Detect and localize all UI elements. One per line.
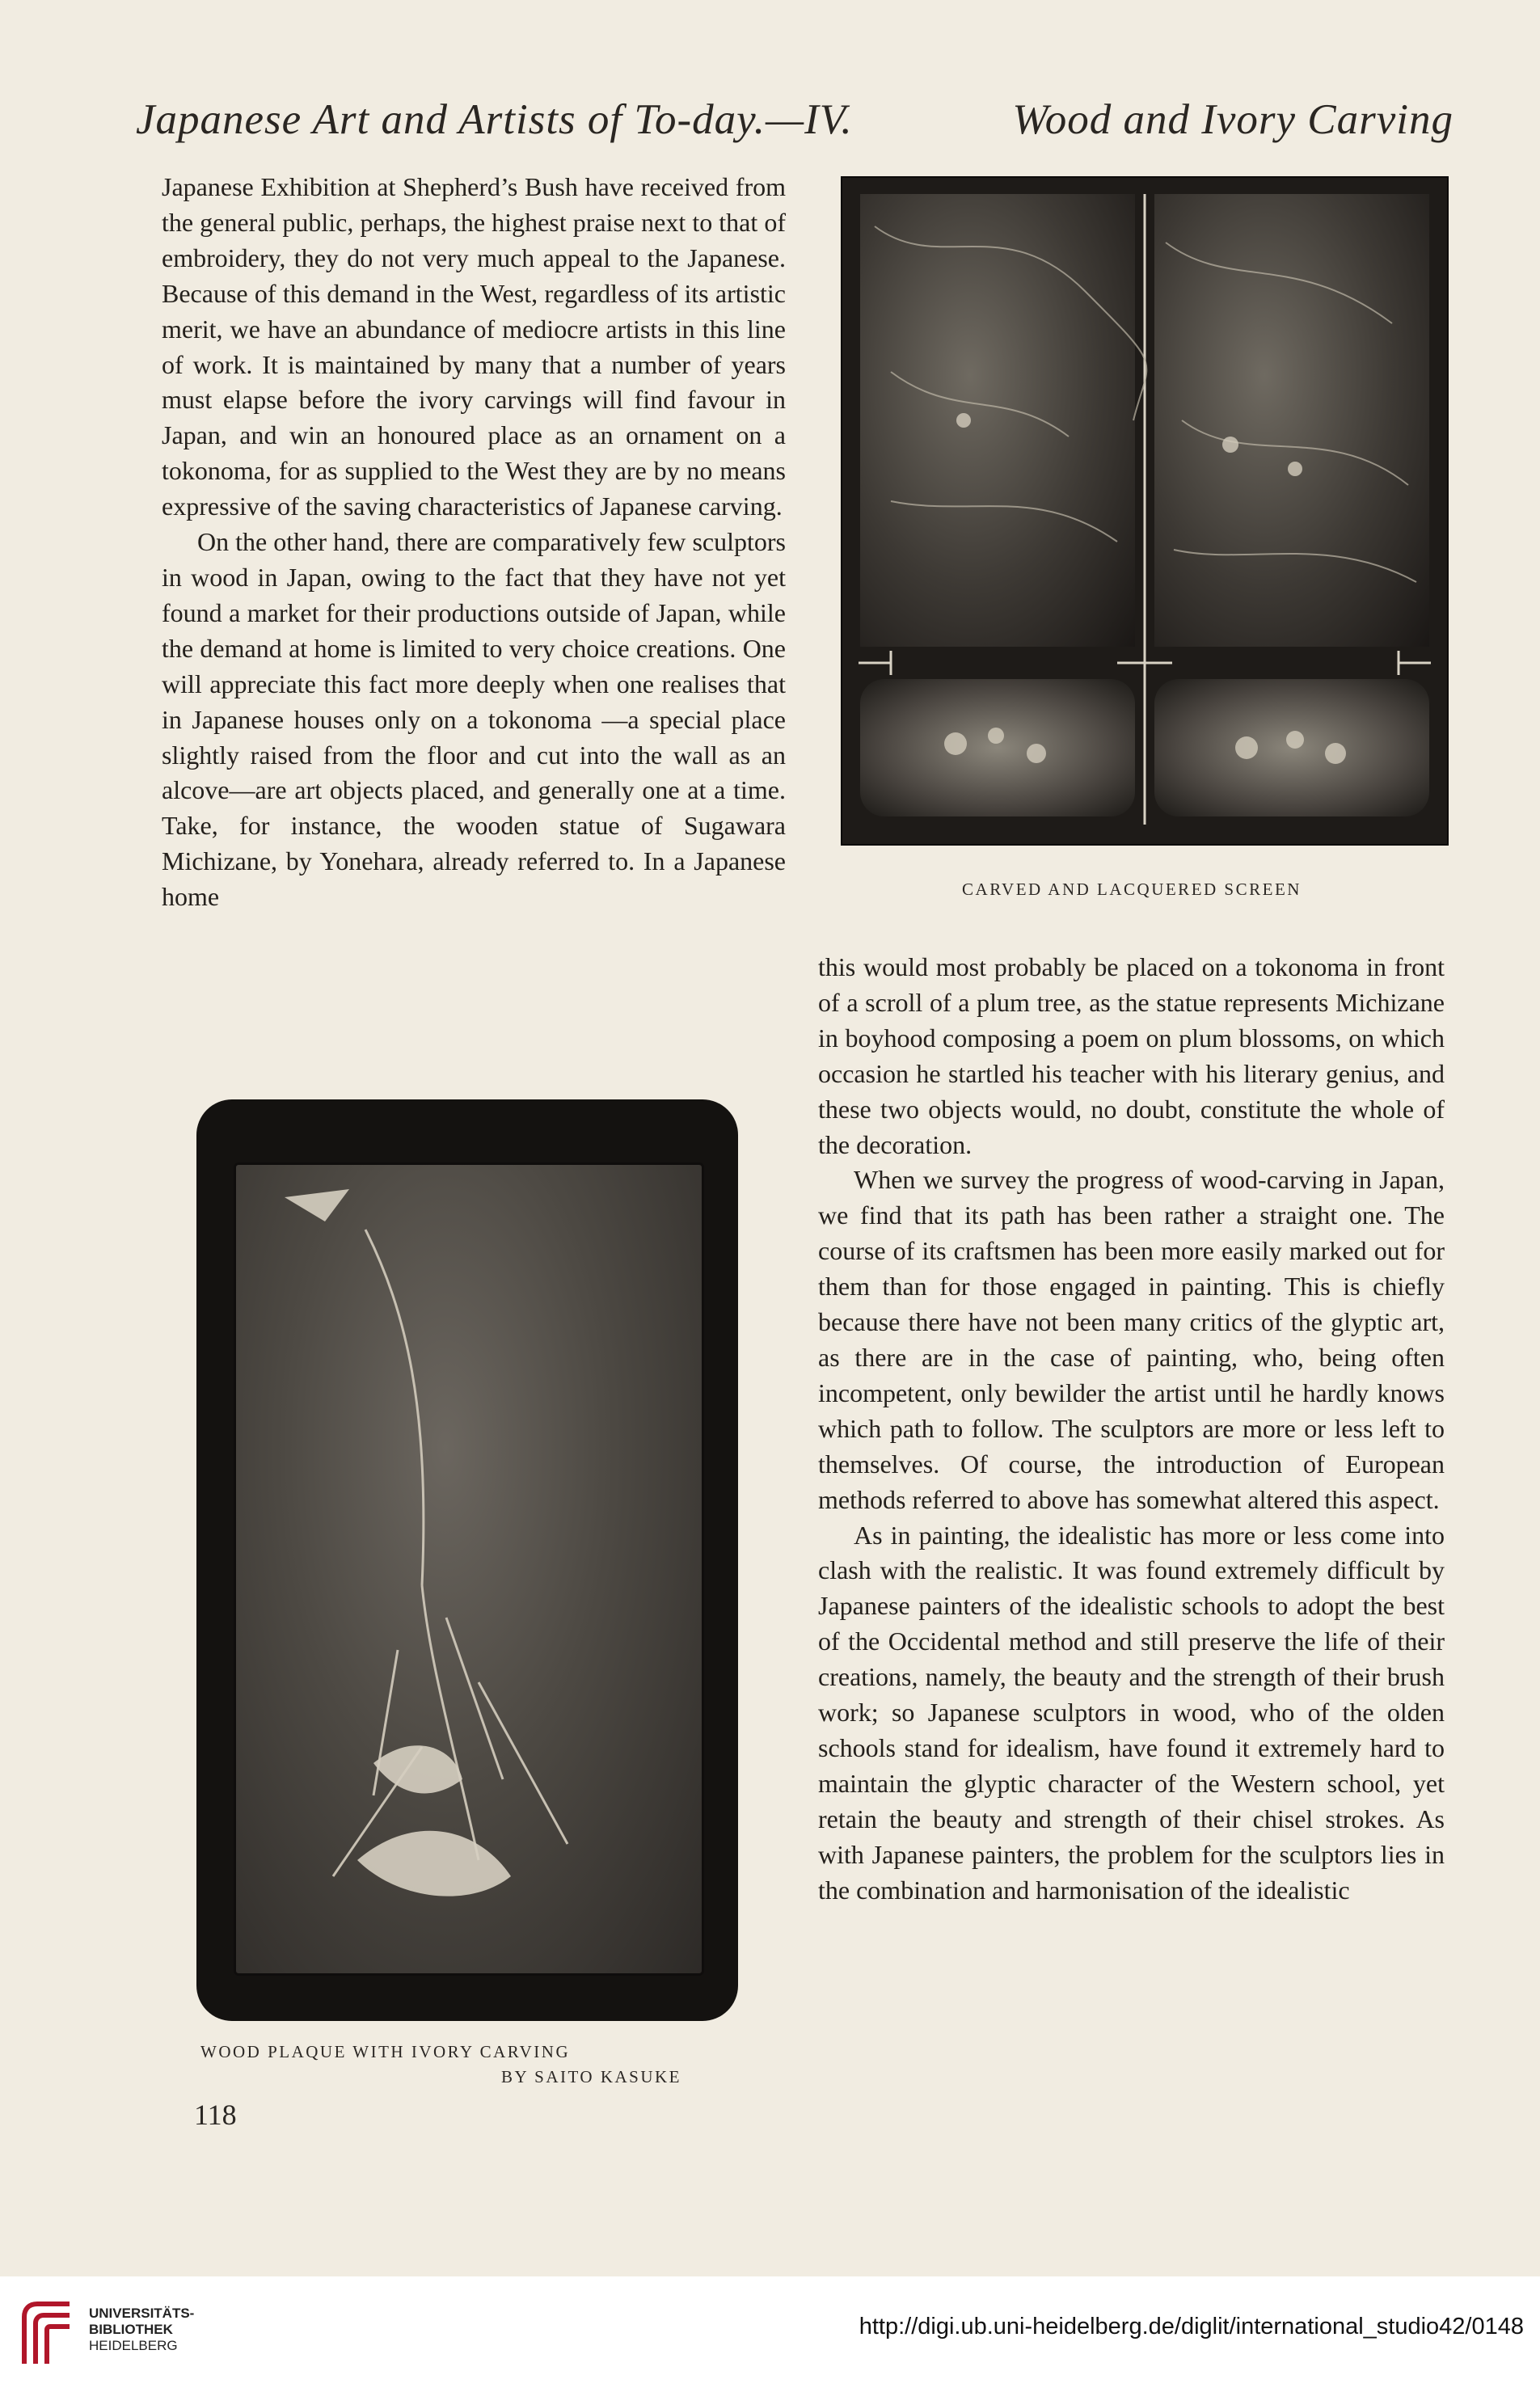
screen-ornament (842, 178, 1447, 844)
carved-lacquered-screen-image (841, 176, 1449, 846)
wood-plaque-image (196, 1099, 738, 2021)
plaque-carving (236, 1165, 702, 1973)
library-name-line1: UNIVERSITÄTS- (89, 2306, 195, 2321)
running-header-left: Japanese Art and Artists of To-day.—IV. (136, 96, 853, 143)
right-paragraph-2: When we survey the progress of wood-carving in Japan, we find that its path has been rather a straight one. The course of its craftsmen has been more easily marked out for them than for those engaged in painting. This is chiefly because there have not been many critics of the glyptic art, as there are in the case of painting, who, being often incompetent, only bewilder the artist until he hardly knows which path to follow. The sculptors are more or less left to themselves. Of course, the introduction of European methods referred to above has somewhat altered this aspect. (818, 1165, 1445, 1514)
screen-caption: CARVED AND LACQUERED SCREEN (962, 880, 1302, 899)
running-header (136, 95, 1454, 155)
footer-bar (0, 2276, 1540, 2388)
running-header-right: Wood and Ivory Carving (1012, 96, 1454, 143)
right-column (818, 950, 1445, 1908)
page-number: 118 (194, 2099, 237, 2131)
left-paragraph-2: On the other hand, there are comparatively few sculptors in wood in Japan, owing to the fact that they have not yet found a market for their productions outside of Japan, while the demand at home is limited to very choice creations. One will appreciate this fact more deeply when one realises that in Japanese houses only on a tokonoma —a special place slightly raised from the floor and cut into the wall as an alcove—are art objects placed, and generally one at a time. Take, for instance, the wooden statue of Sugawara Michizane, by Yonehara, already referred to. In a Japanese home (162, 527, 786, 912)
source-url-link[interactable]: http://digi.ub.uni-heidelberg.de/diglit/international_studio42/0148 (859, 2314, 1524, 2339)
library-name-line2: BIBLIOTHEK (89, 2322, 173, 2337)
left-column (162, 170, 786, 915)
plaque-caption-line1: WOOD PLAQUE WITH IVORY CARVING (200, 2042, 571, 2061)
library-logo-icon (18, 2299, 76, 2369)
library-name (89, 2306, 194, 2354)
library-name-line3: HEIDELBERG (89, 2338, 178, 2353)
plaque-panel (234, 1162, 704, 1976)
left-paragraph-1: Japanese Exhibition at Shepherd’s Bush have received from the general public, perhaps, the highest praise next to that of embroidery, they do not very much appeal to the Japanese. Because of this demand in the West, regardless of its artistic merit, we have an abundance of mediocre artists in this line of work. It is maintained by many that a number of years must elapse before the ivory carvings will find favour in Japan, and win an honoured place as an ornament on a tokonoma, for as supplied to the West they are by no means expressive of the saving characteristics of Japanese carving. (162, 172, 786, 521)
right-paragraph-1: this would most probably be placed on a tokonoma in front of a scroll of a plum tree, as the statue represents Michizane in boyhood composing a poem on plum blossoms, on which occasion he startled his teacher with his literary genius, and these two objects would, no doubt, constitute the whole of the decoration. (818, 952, 1445, 1159)
right-paragraph-3: As in painting, the idealistic has more or less come into clash with the realistic. It was found extremely difficult by Japanese painters of the idealistic schools to adopt the best of the Occidental method and still preserve the life of their creations, namely, the beauty and the strength of their brush work; so Japanese sculptors in wood, who of the olden schools stand for idealism, have found it extremely hard to maintain the glyptic character of the Western school, yet retain the beauty and strength of their chisel strokes. As with Japanese painters, the problem for the sculptors lies in the combination and harmonisation of the idealistic (818, 1520, 1445, 1905)
plaque-caption-line2: BY SAITO KASUKE (501, 2067, 682, 2086)
